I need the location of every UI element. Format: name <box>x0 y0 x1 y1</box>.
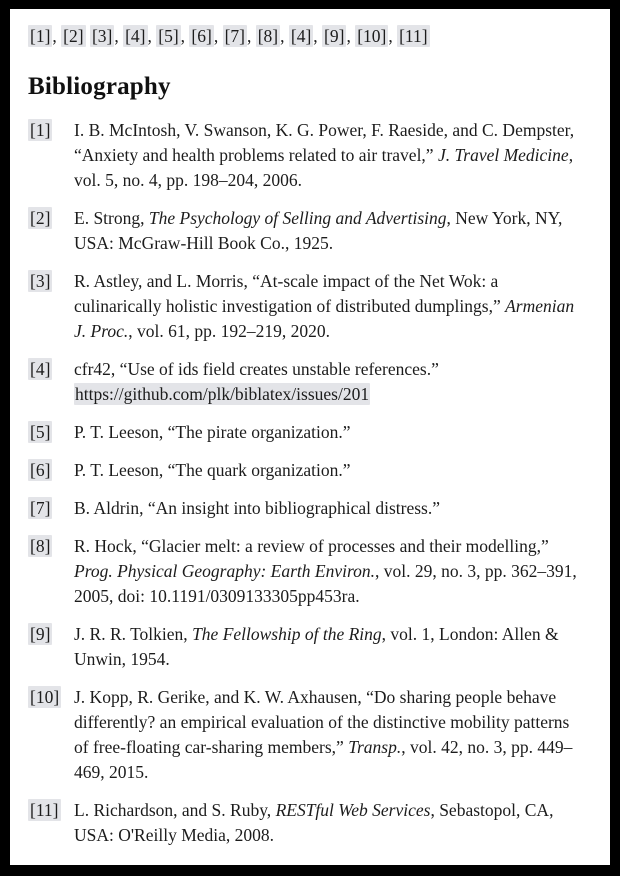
bibliography-entry <box>28 458 586 483</box>
entry-title-italic: Transp. <box>348 737 402 757</box>
entry-text-segment: , vol. 1, London: Allen & Unwin, 1954. <box>74 624 559 669</box>
entry-text-segment: R. Astley, and L. Morris, “At-scale impact of the Net Wok: a culinarically holistic investigation of distributed dumplings,” <box>74 271 506 316</box>
entry-label-cell <box>28 685 74 710</box>
citation-ref[interactable]: [5] <box>158 26 179 46</box>
bibliography-entry <box>28 118 586 193</box>
citation-ref[interactable]: [4] <box>125 26 146 46</box>
entry-label-cell <box>28 534 74 559</box>
entry-text-segment: cfr42, “Use of ids field creates unstable references.” <box>74 359 439 379</box>
entry-text <box>74 534 586 609</box>
bibliography-entry <box>28 420 586 445</box>
entry-number-link[interactable]: [5] <box>30 422 51 442</box>
citation-ref[interactable]: [7] <box>224 26 245 46</box>
entry-text-segment: , vol. 42, no. 3, pp. 449–469, 2015. <box>74 737 573 782</box>
bibliography-entry <box>28 206 586 256</box>
citation-ref[interactable]: [6] <box>191 26 212 46</box>
entry-label-cell <box>28 357 74 382</box>
entry-title-italic: RESTful Web Services <box>275 800 431 820</box>
entry-text <box>74 420 586 445</box>
entry-title-italic: The Fellowship of the Ring <box>192 624 382 644</box>
entry-label-cell <box>28 458 74 483</box>
entry-label-cell <box>28 420 74 445</box>
entry-text <box>74 206 586 256</box>
entry-text-segment: P. T. Leeson, “The pirate organization.” <box>74 422 351 442</box>
entry-text-segment: , vol. 5, no. 4, pp. 198–204, 2006. <box>74 145 574 190</box>
entry-number-link[interactable]: [8] <box>30 536 51 556</box>
bibliography-list <box>28 118 586 848</box>
entry-number-link[interactable]: [7] <box>30 498 51 518</box>
entry-text-segment: P. T. Leeson, “The quark organization.” <box>74 460 351 480</box>
entry-text <box>74 118 586 193</box>
document-page <box>10 9 610 865</box>
bibliography-entry <box>28 357 586 407</box>
entry-text <box>74 357 586 407</box>
entry-text-segment: , vol. 61, pp. 192–219, 2020. <box>128 321 331 341</box>
entry-label-cell <box>28 496 74 521</box>
entry-text-segment: L. Richardson, and S. Ruby, <box>74 800 276 820</box>
entry-text-segment: J. Kopp, R. Gerike, and K. W. Axhausen, “Do sharing people behave differently? an empirical evaluation of the distinctive mobility patterns of free-floating car-sharing members,” <box>74 687 570 757</box>
entry-label-cell <box>28 118 74 143</box>
entry-text-segment: R. Hock, “Glacier melt: a review of processes and their modelling,” <box>74 536 549 556</box>
citation-line: [1] , [2] [3] , [4] , [5] , [6] , [7] , [8] , [4] , [9] , [10] , [11] <box>30 26 428 46</box>
entry-text-segment: , New York, NY, USA: McGraw-Hill Book Co., 1925. <box>74 208 563 253</box>
entry-text-segment: B. Aldrin, “An insight into bibliographical distress.” <box>74 498 441 518</box>
entry-text <box>74 798 586 848</box>
citation-ref[interactable]: [9] <box>324 26 345 46</box>
entry-title-italic: Armenian J. Proc. <box>74 296 575 341</box>
bibliography-entry <box>28 798 586 848</box>
citation-ref[interactable]: [1] <box>30 26 51 46</box>
entry-number-link[interactable]: [6] <box>30 460 51 480</box>
bibliography-entry <box>28 685 586 785</box>
citation-ref[interactable]: [2] <box>63 26 84 46</box>
entry-number-link[interactable]: [9] <box>30 624 51 644</box>
entry-text <box>74 269 586 344</box>
bibliography-entry <box>28 622 586 672</box>
bibliography-heading: Bibliography <box>28 73 171 100</box>
entry-text <box>74 458 586 483</box>
entry-number-link[interactable]: [2] <box>30 208 51 228</box>
entry-title-italic: The Psychology of Selling and Advertising <box>148 208 447 228</box>
citation-ref[interactable]: [10] <box>357 26 387 46</box>
entry-title-italic: J. Travel Medicine <box>437 145 569 165</box>
entry-number-link[interactable]: [4] <box>30 359 51 379</box>
citation-ref[interactable]: [3] <box>91 26 113 46</box>
entry-label-cell <box>28 206 74 231</box>
bibliography-entry <box>28 496 586 521</box>
bibliography-entry <box>28 269 586 344</box>
citation-ref[interactable]: [4] <box>290 26 312 46</box>
entry-number-link[interactable]: [1] <box>30 120 51 140</box>
citation-ref[interactable]: [11] <box>399 26 428 46</box>
bibliography-entry <box>28 534 586 609</box>
entry-text-segment: , vol. 29, no. 3, pp. 362–391, 2005, doi: 10.1191/0309133305pp453ra. <box>74 561 577 606</box>
entry-text-segment: E. Strong, <box>74 208 149 228</box>
entry-label-cell <box>28 622 74 647</box>
entry-number-link[interactable]: [10] <box>30 687 60 707</box>
entry-text-segment: J. R. R. Tolkien, <box>74 624 193 644</box>
entry-label-cell <box>28 798 74 823</box>
entry-number-link[interactable]: [11] <box>30 800 59 820</box>
url-link[interactable]: https://github.com/plk/biblatex/issues/201 <box>75 384 370 404</box>
entry-text <box>74 622 586 672</box>
entry-text-segment: I. B. McIntosh, V. Swanson, K. G. Power, F. Raeside, and C. Dempster, “Anxiety and health problems related to air travel,” <box>74 120 575 165</box>
entry-title-italic: Prog. Physical Geography: Earth Environ. <box>74 561 376 581</box>
citation-ref[interactable]: [8] <box>257 26 279 46</box>
entry-text <box>74 496 586 521</box>
entry-number-link[interactable]: [3] <box>30 271 51 291</box>
entry-text-segment: , Sebastopol, CA, USA: O'Reilly Media, 2008. <box>74 800 554 845</box>
entry-label-cell <box>28 269 74 294</box>
entry-text <box>74 685 586 785</box>
